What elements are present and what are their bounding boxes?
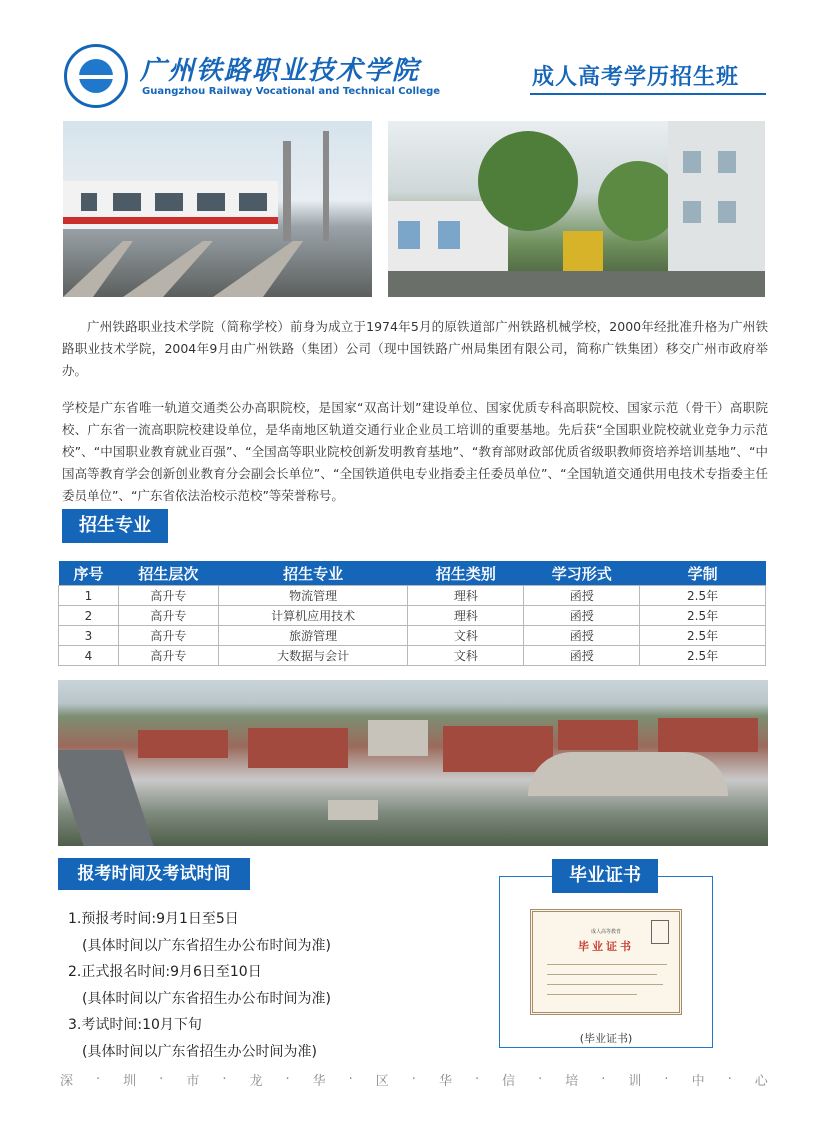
footer-char: 培	[565, 1073, 579, 1089]
table-row	[59, 606, 766, 626]
footer-char: 圳	[123, 1073, 137, 1089]
schedule-item-3: 3.考试时间:10月下旬	[68, 1017, 202, 1033]
table-cell: 文科	[408, 626, 524, 646]
footer-dot: ·	[96, 1071, 101, 1087]
footer-char: 华	[438, 1073, 452, 1089]
footer-char: 区	[375, 1073, 389, 1089]
footer-char: 训	[628, 1073, 642, 1089]
majors-table	[58, 561, 766, 666]
header-cell: 学制	[640, 561, 766, 586]
footer-dot: ·	[601, 1071, 606, 1087]
table-cell: 大数据与会计	[218, 646, 408, 666]
header-cell: 序号	[59, 561, 119, 586]
footer-org-name	[60, 1070, 768, 1088]
certificate-section-label: 毕业证书	[552, 859, 658, 893]
footer-dot: ·	[664, 1071, 669, 1087]
table-row	[59, 586, 766, 606]
page-title: 成人高考学历招生班	[532, 65, 740, 90]
schedule-note-3: (具体时间以广东省招生办公时间为准)	[82, 1044, 317, 1060]
certificate-image	[530, 909, 682, 1015]
certificate-photo-box	[651, 920, 669, 944]
footer-dot: ·	[727, 1071, 732, 1087]
footer-char: 心	[754, 1073, 768, 1089]
table-row	[59, 646, 766, 666]
intro-paragraph-1: 广州铁路职业技术学院（简称学校）前身为成立于1974年5月的原铁道部广州铁路机械学校，2000年经批准升格为广州铁路职业技术学院，2004年9月由广州铁路（集团）公司（现中国铁路广州局集团有限公司，简称广铁集团）移交广州市政府举办。	[62, 319, 768, 378]
schedule-note-2: (具体时间以广东省招生办公布时间为准)	[82, 991, 331, 1007]
table-cell: 函授	[524, 606, 640, 626]
header-cell: 学习形式	[524, 561, 640, 586]
footer-char: 华	[312, 1073, 326, 1089]
campus-panorama-photo	[58, 680, 768, 846]
title-underline	[530, 93, 766, 95]
footer-dot: ·	[474, 1071, 480, 1087]
table-cell: 高升专	[118, 626, 218, 646]
footer-char: 市	[186, 1073, 200, 1089]
majors-section-label: 招生专业	[62, 509, 168, 543]
schedule-item-1: 1.预报考时间:9月1日至5日	[68, 911, 239, 927]
certificate-doc-header: 成人高等教育	[590, 929, 621, 935]
header-cell: 招生类别	[408, 561, 524, 586]
table-cell: 计算机应用技术	[218, 606, 408, 626]
table-cell: 旅游管理	[218, 626, 408, 646]
table-cell: 高升专	[118, 646, 218, 666]
footer-char: 龙	[249, 1073, 263, 1089]
table-cell: 理科	[408, 586, 524, 606]
footer-char: 深	[60, 1073, 74, 1089]
footer-dot: ·	[285, 1071, 290, 1087]
header-cell: 招生层次	[118, 561, 218, 586]
table-cell: 1	[59, 586, 119, 606]
footer-dot: ·	[159, 1071, 164, 1087]
table-cell: 4	[59, 646, 119, 666]
table-cell: 3	[59, 626, 119, 646]
certificate-doc-title: 毕业证书	[578, 940, 634, 953]
schedule-item-2: 2.正式报名时间:9月6日至10日	[68, 964, 262, 980]
table-cell: 2.5年	[640, 606, 766, 626]
table-cell: 文科	[408, 646, 524, 666]
table-cell: 2.5年	[640, 626, 766, 646]
table-header-row	[59, 561, 766, 586]
schedule-section-label: 报考时间及考试时间	[58, 858, 250, 890]
college-seal-icon	[64, 44, 128, 108]
table-cell: 2.5年	[640, 646, 766, 666]
train-photo	[63, 121, 372, 297]
table-cell: 高升专	[118, 606, 218, 626]
college-name-en: Guangzhou Railway Vocational and Technical College	[142, 86, 441, 97]
table-cell: 理科	[408, 606, 524, 626]
table-cell: 物流管理	[218, 586, 408, 606]
header-cell: 招生专业	[218, 561, 408, 586]
table-row	[59, 626, 766, 646]
table-cell: 函授	[524, 586, 640, 606]
college-name-cn: 广州铁路职业技术学院	[140, 56, 421, 86]
footer-dot: ·	[222, 1071, 227, 1087]
footer-dot: ·	[348, 1071, 353, 1087]
schedule-note-1: (具体时间以广东省招生办公布时间为准)	[82, 938, 331, 954]
table-cell: 2.5年	[640, 586, 766, 606]
footer-char: 中	[691, 1073, 705, 1089]
certificate-caption: (毕业证书)	[579, 1032, 633, 1045]
table-cell: 高升专	[118, 586, 218, 606]
footer-dot: ·	[411, 1071, 416, 1087]
intro-paragraph-2: 学校是广东省唯一轨道交通类公办高职院校，是国家“双高计划”建设单位、国家优质专科高职院校、国家示范（骨干）高职院校、广东省一流高职院校建设单位，是华南地区轨道交通行业企业员工培训的重要基地。先后获“全国职业院校就业竞争力示范校”、“中国职业教育就业百强”、“全国高等职业院校创新发明教育基地”、“教育部财政部优质省级职教师资培养培训基地”、“中国高等教育学会创新创业教育分会副会长单位”、“全国铁道供电专业指委主任委员单位”、“全国轨道交通供用电技术专指委主任委员单位”、“广东省依法治校示范校”等荣誉称号。	[62, 400, 768, 503]
footer-char: 信	[502, 1073, 516, 1089]
campus-photo	[388, 121, 765, 297]
table-cell: 2	[59, 606, 119, 626]
table-cell: 函授	[524, 646, 640, 666]
footer-dot: ·	[538, 1071, 543, 1087]
table-cell: 函授	[524, 626, 640, 646]
